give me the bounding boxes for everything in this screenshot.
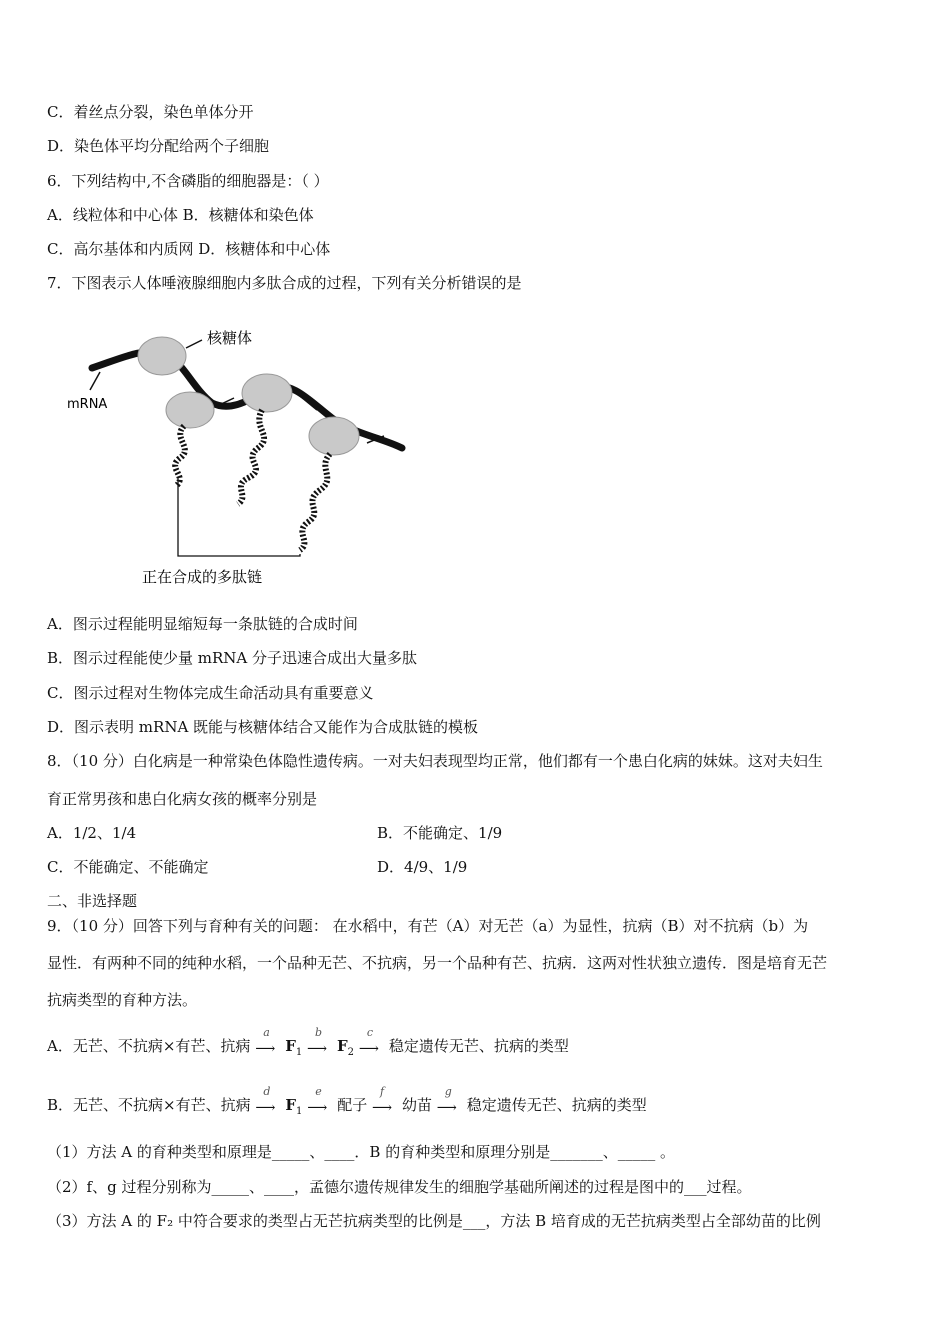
method-a-f2-sub: 2	[347, 1047, 355, 1058]
mrna-pointer	[90, 372, 100, 390]
ribosome-3	[242, 374, 292, 412]
arrow-f-label: f	[379, 1085, 385, 1098]
arrow-d: d ⟶	[255, 1096, 285, 1116]
ribosome-label: 核糖体	[207, 329, 253, 347]
polyribosome-diagram	[62, 318, 422, 598]
arrow-g: g ⟶	[437, 1096, 467, 1116]
method-a-prefix: A．无芒、不抗病×有芒、抗病	[47, 1037, 251, 1055]
mrna-label: mRNA	[67, 397, 108, 412]
question-6: 6．下列结构中,不含磷脂的细胞器是：（ ）	[47, 172, 329, 190]
method-a-f2: F	[337, 1037, 348, 1055]
peptide-label: 正在合成的多肽链	[142, 568, 263, 586]
question-9-line2: 显性．有两种不同的纯种水稻，一个品种无芒、不抗病，另一个品种有芒、抗病．这两对性状独立遗传．图是培育无芒	[47, 954, 828, 972]
arrow-c: c ⟶	[359, 1037, 389, 1057]
q9-subquestion-2: （2）f、g 过程分别称为_____、____，孟德尔遗传规律发生的细胞学基础所阐述的过程是图中的___过程。	[47, 1178, 752, 1196]
method-b-gamete: 配子	[337, 1096, 368, 1114]
ribosome-4	[309, 417, 359, 455]
method-a-f1-sub: 1	[295, 1047, 303, 1058]
arrow-f: f ⟶	[372, 1096, 402, 1116]
arrow-a: a ⟶	[255, 1037, 285, 1057]
ribosome-2	[166, 392, 214, 428]
q7-option-b: B．图示过程能使少量 mRNA 分子迅速合成出大量多肽	[47, 649, 418, 667]
arrow-g-label: g	[444, 1085, 452, 1098]
question-9-line3: 抗病类型的育种方法。	[47, 991, 198, 1009]
ribosome-1	[138, 337, 186, 375]
q8-option-d: D．4/9、1/9	[377, 858, 468, 876]
question-8-line2: 育正常男孩和患白化病女孩的概率分别是	[47, 790, 318, 808]
arrow-b: b ⟶	[307, 1037, 337, 1057]
question-8-line1: 8．（10 分）白化病是一种常染色体隐性遗传病。一对夫妇表现型均正常，他们都有一个患白化病的妹妹。这对夫妇生	[47, 752, 823, 770]
arrow-c-label: c	[366, 1026, 373, 1039]
q9-subquestion-3: （3）方法 A 的 F₂ 中符合要求的类型占无芒抗病类型的比例是___，方法 B 培育成的无芒抗病类型占全部幼苗的比例	[47, 1212, 821, 1230]
question-9-line1: 9．（10 分）回答下列与育种有关的问题： 在水稻中，有芒（A）对无芒（a）为显性，抗病（B）对不抗病（b）为	[47, 917, 809, 935]
peptide-2	[238, 410, 264, 504]
arrow-e-label: e	[315, 1085, 322, 1098]
method-b	[47, 1085, 647, 1122]
method-b-f1: F	[285, 1096, 297, 1114]
q7-option-d: D．图示表明 mRNA 既能与核糖体结合又能作为合成肽链的模板	[47, 718, 479, 736]
q5-option-c: C．着丝点分裂，染色单体分开	[47, 103, 254, 121]
arrow-a-label: a	[263, 1026, 270, 1039]
q8-option-b: B．不能确定、1/9	[377, 824, 503, 842]
method-a	[47, 1026, 569, 1063]
question-7: 7．下图表示人体唾液腺细胞内多肽合成的过程，下列有关分析错误的是	[47, 274, 522, 292]
q7-option-c: C．图示过程对生物体完成生命活动具有重要意义	[47, 684, 374, 702]
method-a-result: 稳定遗传无芒、抗病的类型	[388, 1037, 569, 1055]
method-a-f1: F	[285, 1037, 296, 1055]
method-b-result: 稳定遗传无芒、抗病的类型	[466, 1096, 647, 1114]
q6-options-ab: A．线粒体和中心体 B．核糖体和染色体	[47, 206, 314, 224]
arrow-d-label: d	[263, 1085, 271, 1098]
q8-option-c: C．不能确定、不能确定	[47, 858, 209, 876]
q6-options-cd: C．高尔基体和内质网 D．核糖体和中心体	[47, 240, 331, 258]
peptide-1	[175, 426, 185, 486]
ribosome-pointer	[186, 340, 202, 348]
method-b-prefix: B．无芒、不抗病×有芒、抗病	[47, 1096, 251, 1114]
arrow-e: e ⟶	[307, 1096, 337, 1116]
q7-option-a: A．图示过程能明显缩短每一条肽链的合成时间	[47, 615, 358, 633]
method-b-seedling: 幼苗	[401, 1096, 432, 1114]
method-b-f1-sub: 1	[296, 1106, 303, 1117]
q9-subquestion-1: （1）方法 A 的育种类型和原理是_____、____．B 的育种类型和原理分别是_______、_____ 。	[47, 1143, 675, 1161]
peptide-3	[300, 454, 330, 550]
peptide-bracket	[178, 478, 300, 556]
q5-option-d: D．染色体平均分配给两个子细胞	[47, 137, 270, 155]
q8-option-a: A．1/2、1/4	[47, 824, 137, 842]
arrow-b-label: b	[315, 1026, 323, 1039]
polyribosome-figure	[62, 318, 422, 598]
section-2-heading: 二、非选择题	[47, 892, 138, 910]
